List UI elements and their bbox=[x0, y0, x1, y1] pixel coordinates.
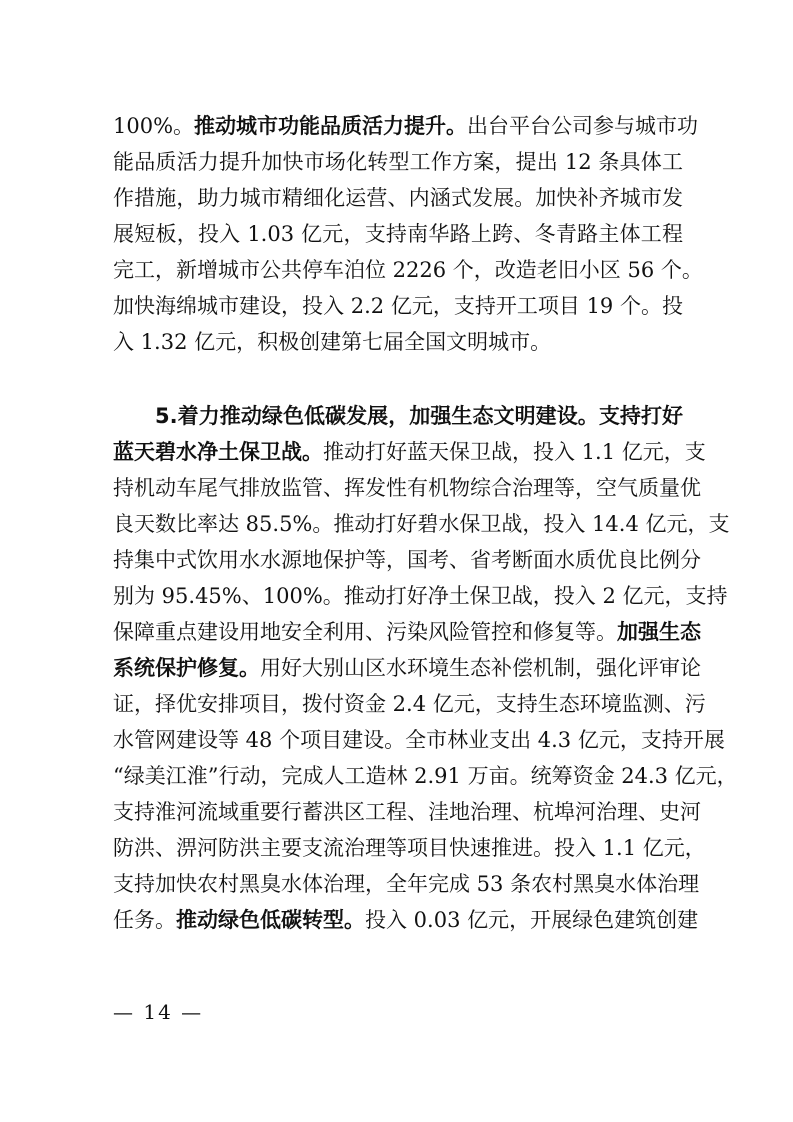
bold-heading-text: 支持打好 bbox=[598, 404, 684, 428]
body-text-span: “绿美江淮”行动，完成人工造林 2.91 万亩。统筹资金 24.3 亿元， bbox=[113, 764, 738, 788]
text-line bbox=[113, 222, 683, 246]
text-line bbox=[113, 908, 699, 932]
body-text-span: 支持淮河流域重要行蓄洪区工程、洼地治理、杭埠河治理、史河 bbox=[113, 800, 701, 824]
body-text-span: 防洪、淠河防洪主要支流治理等项目快速推进。投入 1.1 亿元， bbox=[113, 836, 706, 860]
bold-heading-text: 系统保护修复。 bbox=[113, 656, 260, 680]
body-text-span: 任务。 bbox=[113, 908, 176, 932]
body-text-span: 推动打好蓝天保卫战，投入 1.1 亿元，支 bbox=[323, 440, 706, 464]
text-line bbox=[113, 114, 699, 138]
bold-heading-text: 蓝天碧水净土保卫战。 bbox=[113, 440, 323, 464]
body-text-span: 水管网建设等 48 个项目建设。全市林业支出 4.3 亿元，支持开展 bbox=[113, 728, 725, 752]
text-line bbox=[113, 836, 706, 860]
text-line bbox=[113, 728, 725, 752]
text-line bbox=[113, 584, 728, 608]
text-line bbox=[113, 294, 683, 318]
body-text-span: 能品质活力提升加快市场化转型工作方案，提出 12 条具体工 bbox=[113, 150, 683, 174]
body-text-span: 持机动车尾气排放监管、挥发性有机物综合治理等，空气质量优 bbox=[113, 476, 701, 500]
body-text-span: 完工，新增城市公共停车泊位 2226 个，改造老旧小区 56 个。 bbox=[113, 258, 703, 282]
text-line bbox=[113, 692, 706, 716]
text-line bbox=[113, 764, 738, 788]
body-text-span: 展短板，投入 1.03 亿元，支持南华路上跨、冬青路主体工程 bbox=[113, 222, 683, 246]
body-text-span: 用好大别山区水环境生态补偿机制，强化评审论 bbox=[260, 656, 701, 680]
page-number: — 14 — bbox=[113, 1000, 204, 1024]
body-text-span: 加快海绵城市建设，投入 2.2 亿元，支持开工项目 19 个。投 bbox=[113, 294, 683, 318]
text-line bbox=[155, 404, 683, 428]
body-text-span: 入 1.32 亿元，积极创建第七届全国文明城市。 bbox=[113, 330, 552, 354]
body-text-span: 别为 95.45%、100%。推动打好净土保卫战，投入 2 亿元，支持 bbox=[113, 584, 728, 608]
text-line bbox=[113, 476, 701, 500]
body-text-span: 良天数比率达 85.5%。推动打好碧水保卫战，投入 14.4 亿元，支 bbox=[113, 512, 730, 536]
text-line bbox=[113, 548, 701, 572]
text-line bbox=[113, 258, 703, 282]
body-text-span: 保障重点建设用地安全利用、污染风险管控和修复等。 bbox=[113, 620, 617, 644]
text-line bbox=[113, 440, 706, 464]
text-line bbox=[113, 656, 701, 680]
text-line bbox=[113, 186, 683, 210]
body-text-span: 持集中式饮用水水源地保护等，国考、省考断面水质优良比例分 bbox=[113, 548, 701, 572]
text-line bbox=[113, 512, 730, 536]
body-text-span: 支持加快农村黑臭水体治理，全年完成 53 条农村黑臭水体治理 bbox=[113, 872, 700, 896]
body-text-span: 作措施，助力城市精细化运营、内涵式发展。加快补齐城市发 bbox=[113, 186, 683, 210]
bold-heading-text: 推动城市功能品质活力提升。 bbox=[194, 114, 468, 138]
bold-heading-text: 加强生态 bbox=[617, 620, 701, 644]
body-text-span: 出台平台公司参与城市功 bbox=[467, 114, 699, 138]
text-line bbox=[113, 872, 700, 896]
text-line bbox=[113, 330, 683, 354]
body-text-span: 证，择优安排项目，拨付资金 2.4 亿元，支持生态环境监测、污 bbox=[113, 692, 706, 716]
bold-heading-text: 5.着力推动绿色低碳发展，加强生态文明建设。 bbox=[155, 404, 599, 428]
text-line bbox=[113, 150, 683, 174]
body-text-span: 100%。 bbox=[113, 114, 195, 138]
bold-heading-text: 推动绿色低碳转型。 bbox=[176, 908, 365, 932]
text-line bbox=[113, 620, 701, 644]
body-text-span: 投入 0.03 亿元，开展绿色建筑创建 bbox=[365, 908, 699, 932]
text-line bbox=[113, 800, 701, 824]
